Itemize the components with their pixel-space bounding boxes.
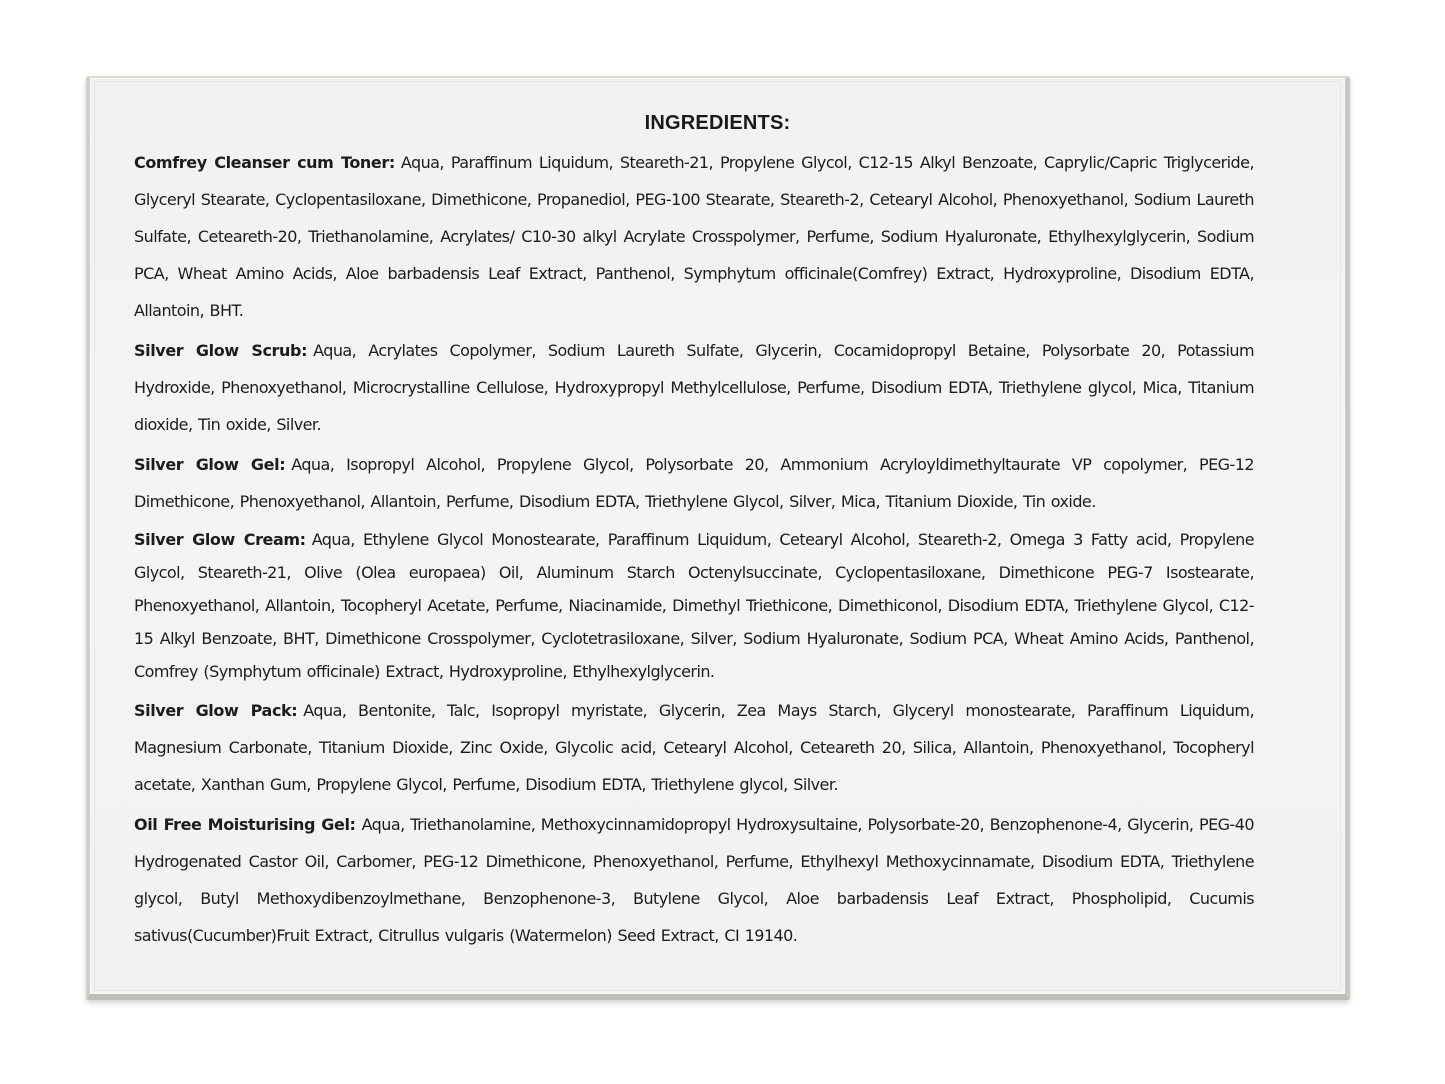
product-name: Silver Glow Scrub:	[134, 341, 308, 360]
ingredient-text: Aqua, Bentonite, Talc, Isopropyl myristate, Glycerin, Zea Mays Starch, Glyceryl monostearate, Paraffinum Liquidum, Magnesium Carbonate, Titanium Dioxide, Zinc Oxide, Glycolic acid, Cetearyl Alcohol, Ceteareth 20, Silica, Allantoin, Phenoxyethanol, Tocopheryl acetate, Xanthan Gum, Propylene Glycol, Perfume, Disodium EDTA, Triethylene glycol, Silver.	[134, 701, 1254, 794]
ingredient-paragraph	[134, 446, 1254, 520]
ingredient-text: Aqua, Acrylates Copolymer, Sodium Laureth Sulfate, Glycerin, Cocamidopropyl Betaine, Polysorbate 20, Potassium Hydroxide, Phenoxyethanol, Microcrystalline Cellulose, Hydroxypropyl Methylcellulose, Perfume, Disodium EDTA, Triethylene glycol, Mica, Titanium dioxide, Tin oxide, Silver.	[134, 341, 1255, 434]
ingredient-section-oil-free-moisturising-gel	[134, 806, 1254, 954]
ingredient-paragraph	[134, 806, 1254, 954]
product-name: Silver Glow Gel:	[134, 455, 286, 474]
ingredient-text: Aqua, Isopropyl Alcohol, Propylene Glycol, Polysorbate 20, Ammonium Acryloyldimethyltaurate VP copolymer, PEG-12 Dimethicone, Phenoxyethanol, Allantoin, Perfume, Disodium EDTA, Triethylene Glycol, Silver, Mica, Titanium Dioxide, Tin oxide.	[134, 455, 1254, 511]
ingredient-text: Aqua, Triethanolamine, Methoxycinnamidopropyl Hydroxysultaine, Polysorbate-20, Benzophenone-4, Glycerin, PEG-40 Hydrogenated Castor Oil, Carbomer, PEG-12 Dimethicone, Phenoxyethanol, Perfume, Ethylhexyl Methoxycinnamate, Disodium EDTA, Triethylene glycol, Butyl Methoxydibenzoylmethane, Benzophenone-3, Butylene Glycol, Aloe barbadensis Leaf Extract, Phospholipid, Cucumis sativus(Cucumber)Fruit Extract, Citrullus vulgaris (Watermelon) Seed Extract, CI 19140.	[134, 815, 1255, 945]
ingredient-paragraph	[134, 692, 1254, 803]
ingredient-section-silver-glow-scrub	[134, 332, 1254, 443]
product-name: Silver Glow Cream:	[134, 530, 306, 549]
ingredient-text: Aqua, Paraffinum Liquidum, Steareth-21, Propylene Glycol, C12-15 Alkyl Benzoate, Caprylic/Capric Triglyceride, Glyceryl Stearate, Cyclopentasiloxane, Dimethicone, Propanediol, PEG-100 Stearate, Steareth-2, Cetearyl Alcohol, Phenoxyethanol, Sodium Laureth Sulfate, Ceteareth-20, Triethanolamine, Acrylates/ C10-30 alkyl Acrylate Crosspolymer, Perfume, Sodium Hyaluronate, Ethylhexylglycerin, Sodium PCA, Wheat Amino Acids, Aloe barbadensis Leaf Extract, Panthenol, Symphytum officinale(Comfrey) Extract, Hydroxyproline, Disodium EDTA, Allantoin, BHT.	[134, 153, 1254, 320]
ingredient-section-silver-glow-gel	[134, 446, 1254, 520]
product-name: Oil Free Moisturising Gel:	[134, 815, 356, 834]
ingredient-section-comfrey-cleanser	[134, 144, 1254, 329]
ingredient-paragraph	[134, 332, 1254, 443]
product-name: Silver Glow Pack:	[134, 701, 298, 720]
ingredients-heading: INGREDIENTS:	[644, 112, 791, 134]
ingredient-paragraph	[134, 144, 1254, 329]
product-box-back-panel	[86, 76, 1350, 1000]
product-name: Comfrey Cleanser cum Toner:	[134, 153, 395, 172]
ingredient-paragraph	[134, 523, 1254, 688]
ingredient-section-silver-glow-pack	[134, 692, 1254, 803]
ingredient-section-silver-glow-cream	[134, 523, 1254, 688]
ingredients-list	[134, 144, 1254, 957]
ingredient-text: Aqua, Ethylene Glycol Monostearate, Paraffinum Liquidum, Cetearyl Alcohol, Steareth-2, Omega 3 Fatty acid, Propylene Glycol, Steareth-21, Olive (Olea europaea) Oil, Aluminum Starch Octenylsuccinate, Cyclopentasiloxane, Dimethicone PEG-7 Isostearate, Phenoxyethanol, Allantoin, Tocopheryl Acetate, Perfume, Niacinamide, Dimethyl Triethicone, Dimethiconol, Disodium EDTA, Triethylene Glycol, C12-15 Alkyl Benzoate, BHT, Dimethicone Crosspolymer, Cyclotetrasiloxane, Silver, Sodium Hyaluronate, Sodium PCA, Wheat Amino Acids, Panthenol, Comfrey (Symphytum officinale) Extract, Hydroxyproline, Ethylhexylglycerin.	[134, 530, 1254, 681]
